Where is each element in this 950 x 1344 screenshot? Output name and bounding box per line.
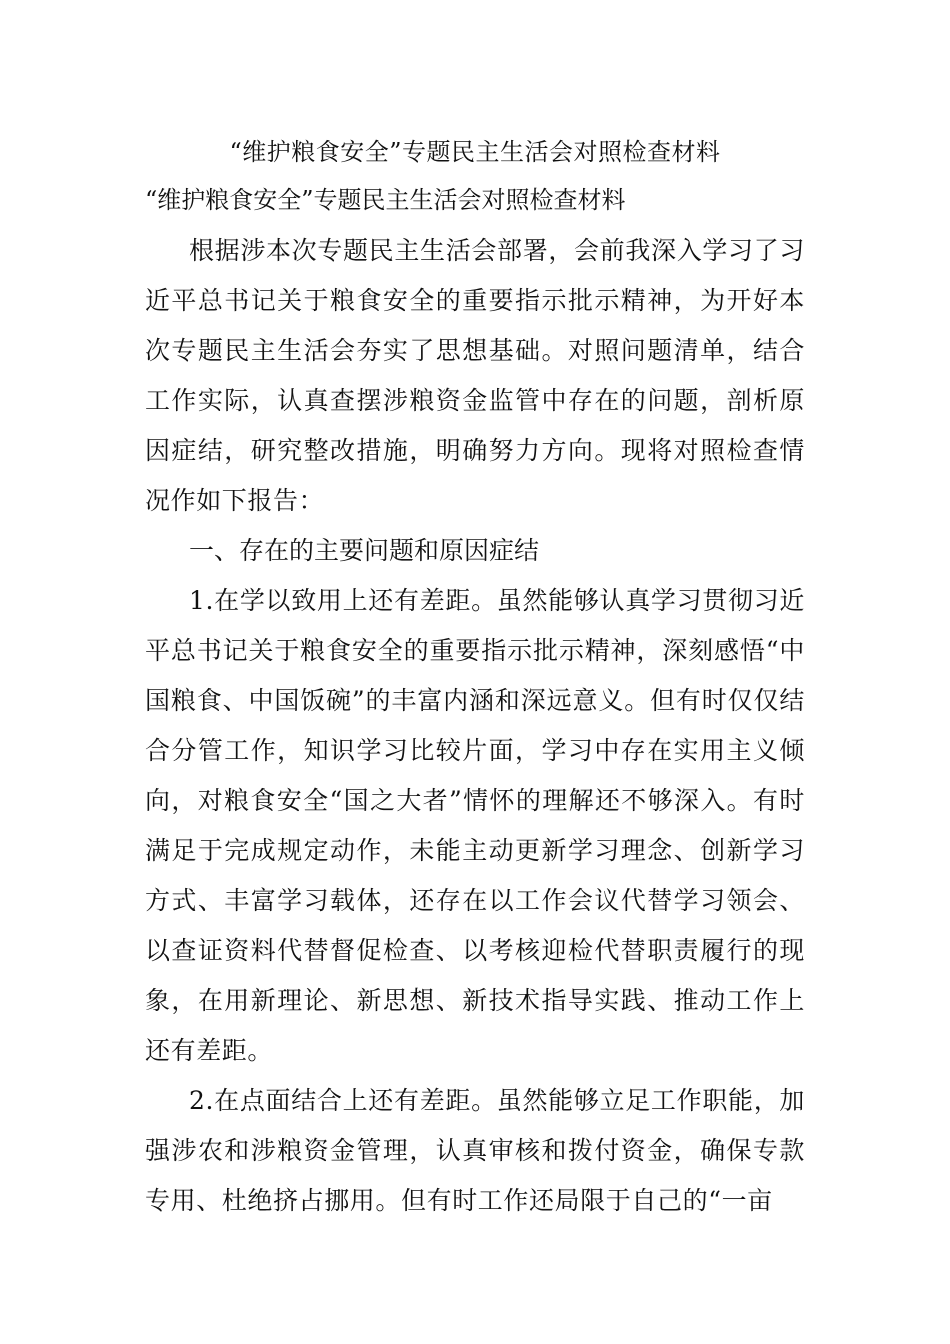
- intro-paragraph: 根据涉本次专题民主生活会部署，会前我深入学习了习近平总书记关于粮食安全的重要指示批示精神，为开好本次专题民主生活会夯实了思想基础。对照问题清单，结合工作实际，认真查摆涉粮资金监管中存在的问题，剖析原因症结，研究整改措施，明确努力方向。现将对照检查情况作如下报告：: [145, 236, 805, 515]
- section-heading-1: 一、存在的主要问题和原因症结: [189, 536, 540, 565]
- problem-item-2: 2.在点面结合上还有差距。虽然能够立足工作职能，加强涉农和涉粮资金管理，认真审核和拨付资金，确保专款专用、杜绝挤占挪用。但有时工作还局限于自己的“一亩: [145, 1086, 805, 1215]
- document-title: “维护粮食安全”专题民主生活会对照检查材料: [229, 138, 721, 166]
- document-body: [145, 128, 805, 1226]
- document-title-repeat: “维护粮食安全”专题民主生活会对照检查材料: [145, 186, 626, 214]
- problem-item-1: 1.在学以致用上还有差距。虽然能够认真学习贯彻习近平总书记关于粮食安全的重要指示批示精神，深刻感悟“中国粮食、中国饭碗”的丰富内涵和深远意义。但有时仅仅结合分管工作，知识学习比较片面，学习中存在实用主义倾向，对粮食安全“国之大者”情怀的理解还不够深入。有时满足于完成规定动作，未能主动更新学习理念、创新学习方式、丰富学习载体，还存在以工作会议代替学习领会、以查证资料代替督促检查、以考核迎检代替职责履行的现象，在用新理论、新思想、新技术指导实践、推动工作上还有差距。: [145, 586, 805, 1065]
